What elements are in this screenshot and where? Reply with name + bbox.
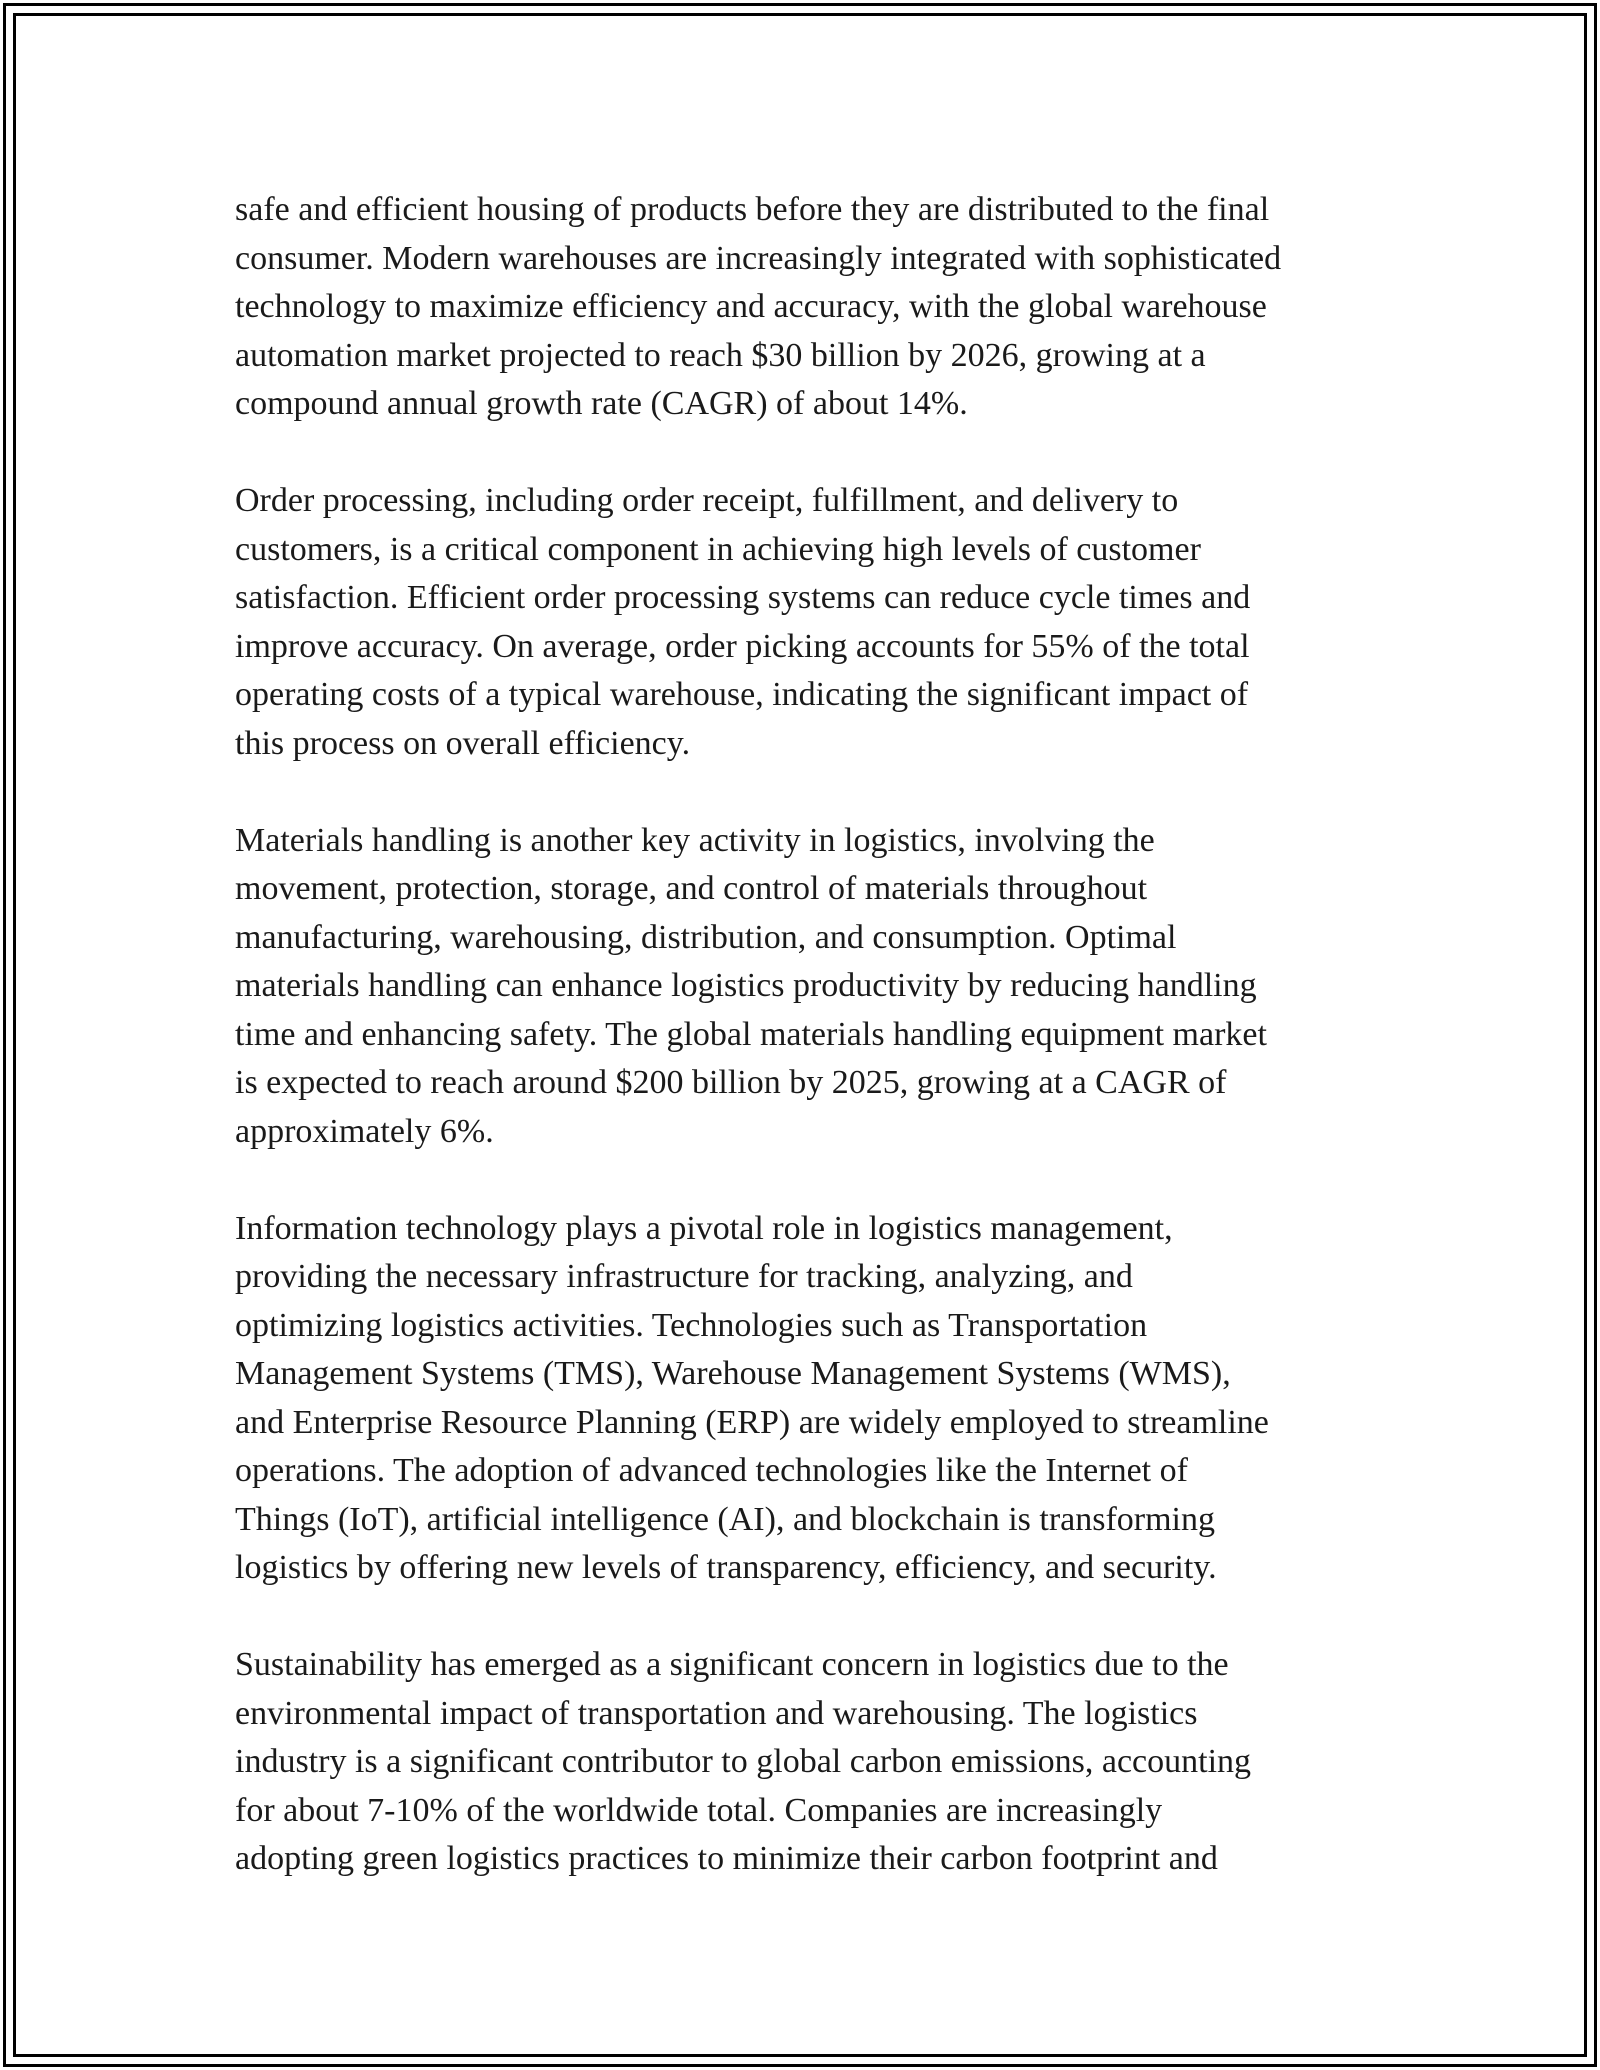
text-line: materials handling can enhance logistics productivity by reducing handling — [235, 967, 1257, 1004]
text-line: Information technology plays a pivotal role in logistics management, — [235, 1209, 1173, 1247]
text-line: automation market projected to reach $30 billion by 2026, growing at a — [235, 336, 1206, 374]
text-line: logistics by offering new levels of transparency, efficiency, and security. — [235, 1549, 1217, 1586]
text-line: improve accuracy. On average, order picking accounts for 55% of the total — [235, 627, 1250, 665]
text-line: Materials handling is another key activity in logistics, involving the — [235, 821, 1155, 859]
paragraph-sustainability — [235, 1641, 1375, 1884]
text-line: is expected to reach around $200 billion by 2025, growing at a CAGR of — [235, 1064, 1227, 1101]
paragraph-order-processing — [235, 477, 1375, 768]
text-line: industry is a significant contributor to global carbon emissions, accounting — [235, 1743, 1252, 1780]
text-line: Sustainability has emerged as a significant concern in logistics due to the — [235, 1646, 1229, 1683]
text-line: and Enterprise Resource Planning (ERP) are widely employed to streamline — [235, 1403, 1269, 1441]
text-line: approximately 6%. — [235, 1112, 494, 1150]
text-line: customers, is a critical component in achieving high levels of customer — [235, 530, 1201, 568]
text-line: time and enhancing safety. The global materials handling equipment market — [235, 1015, 1267, 1053]
text-line: Management Systems (TMS), Warehouse Management Systems (WMS), — [235, 1355, 1231, 1392]
paragraph-materials-handling — [235, 817, 1375, 1157]
text-line: environmental impact of transportation and warehousing. The logistics — [235, 1694, 1198, 1732]
text-line: this process on overall efficiency. — [235, 724, 691, 762]
text-line: movement, protection, storage, and control of materials throughout — [235, 870, 1148, 907]
paragraph-warehousing — [235, 186, 1375, 429]
text-line: consumer. Modern warehouses are increasingly integrated with sophisticated — [235, 239, 1282, 277]
paragraph-information-technology — [235, 1205, 1375, 1593]
text-line: safe and efficient housing of products before they are distributed to the final — [235, 191, 1270, 228]
text-line: providing the necessary infrastructure for tracking, analyzing, and — [235, 1258, 1133, 1295]
text-line: for about 7-10% of the worldwide total. Companies are increasingly — [235, 1791, 1163, 1829]
text-line: compound annual growth rate (CAGR) of about 14%. — [235, 385, 968, 422]
text-line: operations. The adoption of advanced technologies like the Internet of — [235, 1452, 1188, 1489]
text-line: adopting green logistics practices to minimize their carbon footprint and — [235, 1840, 1218, 1877]
text-line: Things (IoT), artificial intelligence (AI), and blockchain is transforming — [235, 1500, 1216, 1538]
text-line: manufacturing, warehousing, distribution, and consumption. Optimal — [235, 918, 1177, 956]
text-line: operating costs of a typical warehouse, indicating the significant impact of — [235, 676, 1249, 713]
text-line: Order processing, including order receipt, fulfillment, and delivery to — [235, 482, 1179, 519]
text-line: technology to maximize efficiency and accuracy, with the global warehouse — [235, 288, 1267, 325]
text-line: optimizing logistics activities. Technologies such as Transportation — [235, 1306, 1148, 1344]
document-body — [235, 186, 1375, 1932]
text-line: satisfaction. Efficient order processing systems can reduce cycle times and — [235, 579, 1251, 616]
